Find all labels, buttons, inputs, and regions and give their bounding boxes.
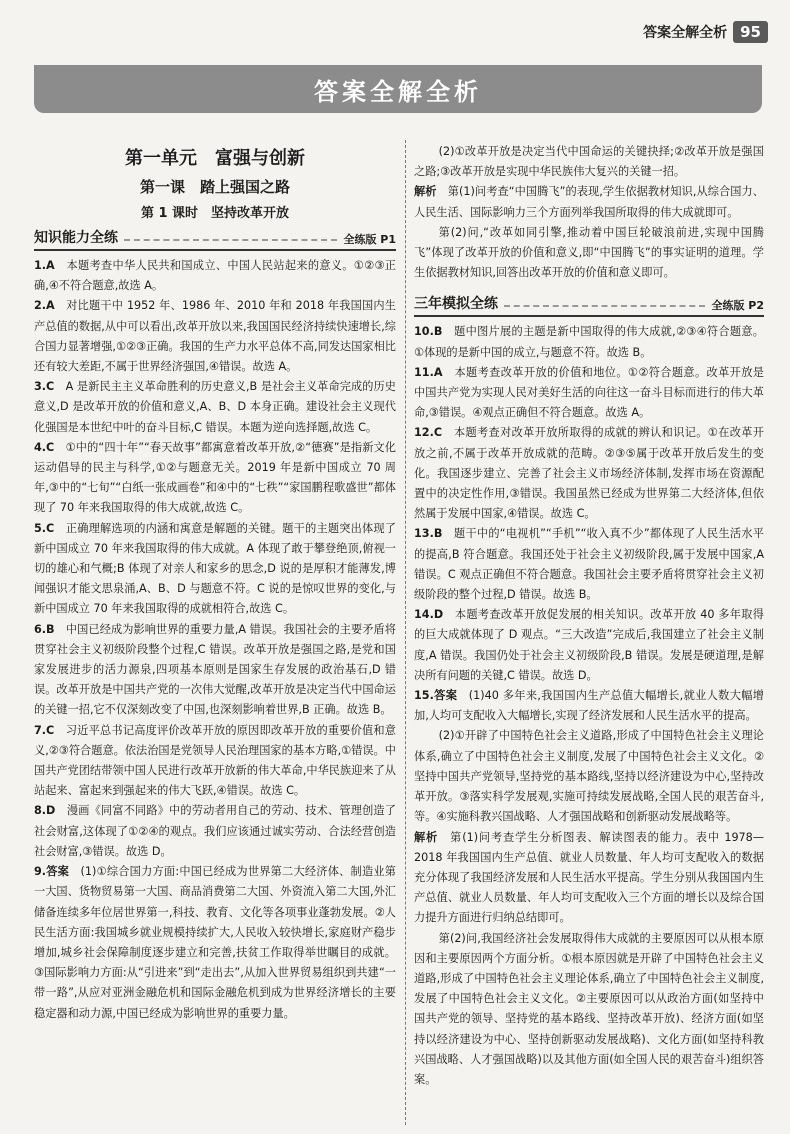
item-text: A 是新民主主义革命胜利的历史意义,B 是社会主义革命完成的历史意义,D 是改革开放的价值和意义,A、B、D 本身正确。建设社会主义现代化强国是本世纪中叶的奋斗目标,C 错误。本题为逆向选择题,故选 C。 [34,380,396,434]
item-text: ①中的“四十年”“春天故事”都寓意着改革开放,②“德赛”是指新文化运动倡导的民主与科学,①②与题意无关。2019 年是新中国成立 70 周年,③中的“七旬”“白纸一张成画卷”和④中的“七秩”“家国鹏程歌盛世”都体现了 70 年来我国取得的伟大成就,故选 C。 [34,440,396,515]
lesson-title: 第一课 踏上强国之路 [139,178,290,196]
title-banner [34,65,762,113]
answer-item-11 [414,363,764,424]
item-number: 6.B [34,622,55,636]
item-number: 10.B [414,325,443,339]
item-text: (1)40 多年来,我国国内生产总值大幅增长,就业人数大幅增加,人均可支配收入大幅增长,实现了经济发展和人民生活水平的提高。 [414,689,764,723]
answer-item-4 [34,438,396,519]
answer-item-1 [34,256,396,296]
period-title: 第 1 课时 坚持改革开放 [140,206,290,221]
analysis-15-part2: 第(2)问,我国经济社会发展取得伟大成就的主要原因可以从根本原因和主要原因两个方面分析。①根本原因就是开辟了中国特色社会主义道路,形成了中国特色社会主义理论体系,确立了中国特色社会主义制度,发展了中国特色社会主义文化。②主要原因可以从政治方面(如坚持中国共产党的领导、坚持党的基本路线、坚持改革开放)、经济方面(如坚持以经济建设为中心、坚持创新驱动发展战略)、文化方面(如坚持科教兴国战略、人才强国战略)以及其他方面(如全国人民的艰苦奋斗)组织答案。 [414,931,764,1086]
item-number: 1.A [34,259,55,272]
answer-item-10 [414,322,764,362]
section-name: 三年模拟全练 [414,296,498,313]
item-text: 题干中的“电视机”“手机”“收入真不少”都体现了人民生活水平的提高,B 符合题意。我国还处于社会主义初级阶段,属于发展中国家,A 错误。C 观点正确但不符合题意。我国社会主要矛盾将贯穿社会主义初级阶段的整个过程,D 错误。故选 B。 [414,527,764,602]
left-column [34,142,396,1024]
item-number: 15.答案 [414,689,458,703]
item-number: 3.C [34,380,55,394]
item-number: 13.B [414,527,443,541]
answer-item-12 [414,423,764,524]
section-header-knowledge [34,227,396,251]
item-text: 本题考查中华人民共和国成立、中国人民站起来的意义。①②③正确,④不符合题意,故选 A。 [34,259,396,293]
analysis-label: 解析 [414,830,439,844]
analysis-text: 第(1)问考查学生分析图表、解读图表的能力。表中 1978—2018 年我国国内生产总值、就业人员数量、年人均可支配收入的数据充分体现了我国经济发展和人民生活水平提高。学生分别从我国国内生产总值、就业人员数量、年人均可支配收入三个方面的增长以及综合国力提升方面进行归纳总结即可。 [414,830,764,925]
answer-item-14 [414,605,764,686]
item-text: 本题考查改革开放促发展的相关知识。改革开放 40 多年取得的巨大成就体现了 D 观点。“三大改造”完成后,我国建立了社会主义制度,A 错误。我国仍处于社会主义初级阶段,B 错误。发展是硬道理,是解决所有问题的关键,C 错误。故选 D。 [414,608,764,682]
section-rule [124,239,337,241]
item-text: (1)①综合国力方面:中国已经成为世界第二大经济体、制造业第一大国、货物贸易第一大国、商品消费第二大国、外资流入第二大国,外汇储备连续多年位居世界第一,科技、教育、文化等各项事业蓬勃发展。②人民生活方面:我国城乡就业规模持续扩大,人民收入较快增长,家庭财产稳步增加,城乡社会保障制度逐步建立和完善,扶贫工作取得举世瞩目的成就。③国际影响力方面:从“引进来”到“走出去”,从加入世界贸易组织到共建“一带一路”,从应对亚洲金融危机和国际金融危机到成为世界经济增长的主要稳定器和动力源,中国已经成为影响世界的重要力量。 [34,865,396,1020]
item-number: 5.C [34,521,55,535]
answer-item-2 [34,296,396,377]
unit-title: 第一单元 富强与创新 [125,148,305,169]
answer-15-part2: (2)①开辟了中国特色社会主义道路,形成了中国特色社会主义理论体系,确立了中国特色社会主义制度,发展了中国特色社会主义文化。②坚持中国共产党领导,坚持党的基本路线,坚持以经济建设为中心,坚持改革开放。③落实科学发展观,实施可持续发展战略,全国人民的艰苦奋斗,等。④实施科教兴国战略、人才强国战略和创新驱动发展战略等。 [414,729,764,824]
section-ref: 全练版 P2 [711,299,764,313]
item-text: 中国已经成为影响世界的重要力量,A 错误。我国社会的主要矛盾将贯穿社会主义初级阶段整个过程,C 错误。改革开放是强国之路,是党和国家发展进步的活力源泉,四项基本原则是国家生存发展的政治基石,D 错误。改革开放是中国共产党的一次伟大觉醒,改革开放是决定当代中国命运的关键一招,它不仅深刻改变了中国,也深刻影响着世界,B 正确。故选 B。 [34,622,396,717]
header-label: 答案全解全析 [643,25,728,41]
item-text: 正确理解选项的内涵和寓意是解题的关键。题干的主题突出体现了新中国成立 70 年来我国取得的伟大成就。A 体现了敢于攀登绝顶,俯视一切的雄心和气概;B 体现了对亲人和家乡的思念,D 说的是厚积才能薄发,博闻强识才能文思泉涌,A、B、D 与题意不符。C 说的是惊叹世界的变化,与新中国成立 70 年来我国取得的成就相符合,故选 C。 [34,521,396,616]
item-number: 14.D [414,608,444,622]
answer-item-3 [34,377,396,438]
section-header-mock [414,293,764,317]
banner-title: 答案全解全析 [314,77,482,106]
answer-item-15 [414,686,764,726]
item-text: 习近平总书记高度评价改革开放的原因即改革开放的重要价值和意义,②③符合题意。依法治国是党领导人民治理国家的基本方略,①错误。中国共产党团结带领中国人民进行改革开放新的伟大革命,中华民族迎来了从站起来、富起来到强起来的伟大飞跃,④错误。故选 C。 [34,723,396,798]
item-text: 对比题干中 1952 年、1986 年、2010 年和 2018 年我国国内生产总值的数据,从中可以看出,改革开放以来,我国国民经济持续快速增长,综合国力显著增强,①②③正确。我国的生产力水平总体不高,同发达国家相比还有较大差距,不属于世界经济强国,④错误。故选 A。 [34,299,396,374]
item-number: 12.C [414,426,443,440]
analysis-9-part1 [414,182,764,222]
analysis-text: 第(1)问考查“中国腾飞”的表现,学生依据教材知识,从综合国力、人民生活、国际影响力三个方面列举我国所取得的伟大成就即可。 [414,185,764,219]
item-number: 2.A [34,299,55,313]
page-header [643,16,768,48]
answer-item-6 [34,620,396,721]
section-name: 知识能力全练 [34,230,118,246]
answer-item-13 [414,524,764,605]
answer-9-part2: (2)①改革开放是决定当代中国命运的关键抉择;②改革开放是强国之路;③改革开放是实现中华民族伟大复兴的关键一招。 [414,145,764,179]
answer-item-9 [34,862,396,1024]
section-rule [504,305,705,307]
analysis-9-part2: 第(2)问,“改革如同引擎,推动着中国巨轮破浪前进,实现中国腾飞”体现了改革开放的价值和意义,即“中国腾飞”的事实证明的道理。学生依据教材知识,回答出改革开放的价值和意义即可。 [414,225,764,280]
item-number: 11.A [414,365,443,379]
item-text: 漫画《同富不同路》中的劳动者用自己的劳动、技术、管理创造了社会财富,这体现了①②④的观点。我们应该通过诚实劳动、合法经营创造社会财富,③错误。故选 D。 [34,804,396,858]
item-text: 本题考查改革开放的价值和地位。①②符合题意。改革开放是中国共产党为实现人民对美好生活的向往这一奋斗目标而进行的伟大革命,③错误。④观点正确但不符合题意。故选 A。 [414,365,764,420]
item-text: 本题考查对改革开放所取得的成就的辨认和识记。①在改革开放之前,不属于改革开放成就的范畴。②③⑤属于改革开放后发生的变化。我国逐步建立、完善了社会主义市场经济体制,发挥市场在资源配置中的决定性作用,③错误。我国虽然已经成为世界第二大经济体,但依然属于发展中国家,④错误。故选 C。 [414,426,764,521]
item-number: 4.C [34,440,55,454]
answer-item-5 [34,519,396,620]
analysis-15-part1 [414,828,764,929]
analysis-label: 解析 [414,185,437,199]
answer-item-7 [34,721,396,802]
page-number: 95 [733,21,768,43]
item-text: 题中图片展的主题是新中国取得的伟大成就,②③④符合题意。①体现的是新中国的成立,与题意不符。故选 B。 [414,325,764,359]
item-number: 9.答案 [34,865,70,879]
column-divider [405,140,406,1125]
section-ref: 全练版 P1 [343,233,396,246]
item-number: 8.D [34,804,56,818]
right-column [414,142,764,1090]
item-number: 7.C [34,723,55,737]
answer-item-8 [34,801,396,862]
